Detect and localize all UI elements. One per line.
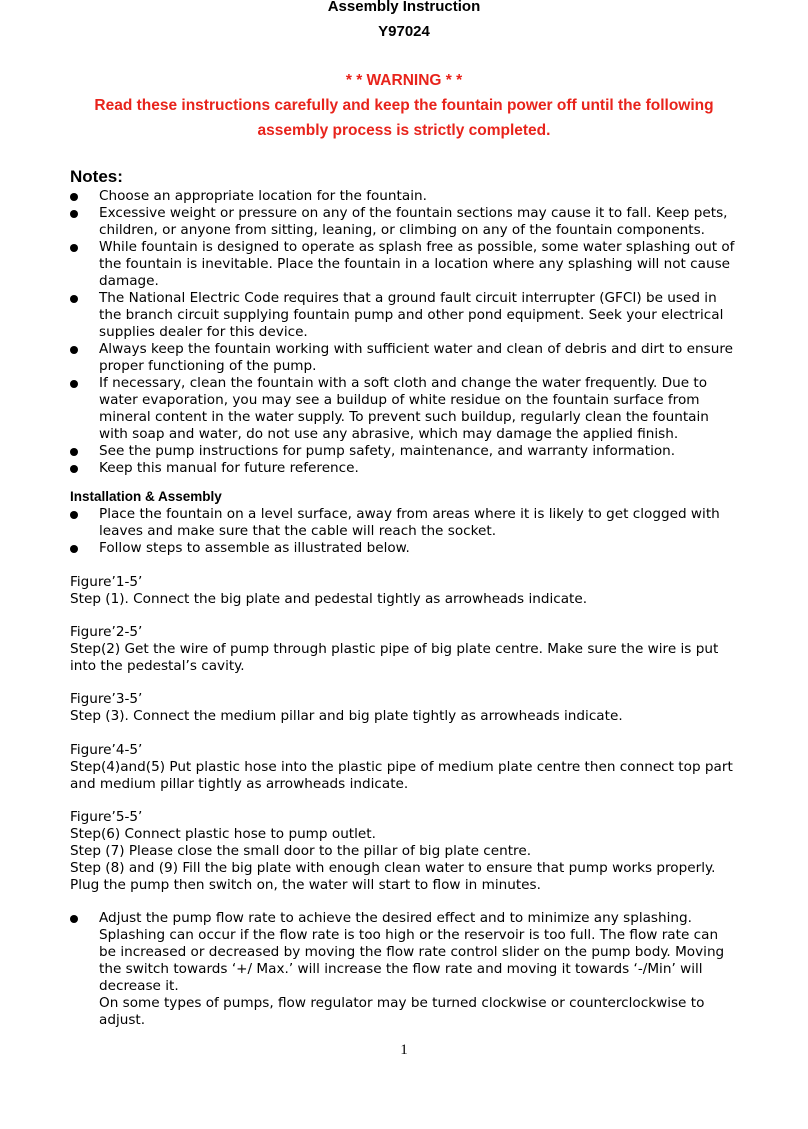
notes-list <box>70 188 738 477</box>
figure-label: Figure’3-5’ <box>70 691 143 707</box>
figure-5-block <box>70 809 738 894</box>
notes-item: See the pump instructions for pump safety, maintenance, and warranty information. <box>70 443 738 460</box>
installation-heading: Installation & Assembly <box>70 489 222 504</box>
bullet-icon <box>70 346 78 354</box>
bullet-icon <box>70 210 78 218</box>
notes-heading: Notes: <box>70 167 123 186</box>
figure-2-block <box>70 624 738 675</box>
step-text: Step(2) Get the wire of pump through plastic pipe of big plate centre. Make sure the wire is put into the pedestal’s cavity. <box>70 641 719 674</box>
figure-4-block <box>70 742 738 793</box>
step-text: Step (8) and (9) Fill the big plate with enough clean water to ensure that pump works properly. Plug the pump then switch on, the water will start to flow in minutes. <box>70 860 716 893</box>
step-text: Step (1). Connect the big plate and pedestal tightly as arrowheads indicate. <box>70 591 588 607</box>
figure-3-block <box>70 691 738 725</box>
notes-item: Always keep the fountain working with sufficient water and clean of debris and dirt to ensure proper functioning of the pump. <box>70 341 738 375</box>
bullet-icon <box>70 295 78 303</box>
notes-item: The National Electric Code requires that a ground fault circuit interrupter (GFCI) be used in the branch circuit supplying fountain pump and other pond equipment. Seek your electrical supplies dealer for this device. <box>70 290 738 341</box>
figure-label: Figure’2-5’ <box>70 624 143 640</box>
installation-list <box>70 506 738 557</box>
step-text: Step(6) Connect plastic hose to pump outlet. <box>70 826 376 842</box>
warning-text-line-1: Read these instructions carefully and keep the fountain power off until the following <box>94 97 714 114</box>
bullet-icon <box>70 511 78 519</box>
installation-item: Follow steps to assemble as illustrated below. <box>70 540 738 557</box>
bullet-icon <box>70 448 78 456</box>
bullet-icon <box>70 915 78 923</box>
document-title: Assembly Instruction <box>327 0 481 15</box>
figure-label: Figure’5-5’ <box>70 809 143 825</box>
flow-extra-text: On some types of pumps, flow regulator may be turned clockwise or counterclockwise to adjust. <box>99 995 705 1028</box>
page-number: 1 <box>400 1042 408 1058</box>
warning-text-line-2: assembly process is strictly completed. <box>257 122 551 139</box>
bullet-icon <box>70 545 78 553</box>
step-text: Step (7) Please close the small door to the pillar of big plate centre. <box>70 843 532 859</box>
bullet-icon <box>70 244 78 252</box>
notes-item: While fountain is designed to operate as splash free as possible, some water splashing out of the fountain is inevitable. Place the fountain in a location where any splashing will not cause damage. <box>70 239 738 290</box>
bullet-icon <box>70 380 78 388</box>
step-text: Step(4)and(5) Put plastic hose into the plastic pipe of medium plate centre then connect top part and medium pillar tightly as arrowheads indicate. <box>70 759 733 792</box>
notes-item: If necessary, clean the fountain with a soft cloth and change the water frequently. Due to water evaporation, you may see a buildup of white residue on the fountain surface from mineral content in the water supply. To prevent such buildup, regularly clean the fountain with soap and water, do not use any abrasive, which may damage the applied finish. <box>70 375 738 443</box>
step-text: Step (3). Connect the medium pillar and big plate tightly as arrowheads indicate. <box>70 708 623 724</box>
figure-1-block <box>70 574 738 608</box>
figure-label: Figure’4-5’ <box>70 742 143 758</box>
bullet-icon <box>70 465 78 473</box>
warning-label: * * WARNING * * <box>345 72 463 89</box>
notes-item: Keep this manual for future reference. <box>70 460 738 477</box>
notes-item: Excessive weight or pressure on any of the fountain sections may cause it to fall. Keep pets, children, or anyone from sitting, leaning, or climbing on any of the fountain components. <box>70 205 738 239</box>
notes-item: Choose an appropriate location for the fountain. <box>70 188 738 205</box>
figure-label: Figure’1-5’ <box>70 574 143 590</box>
bullet-icon <box>70 193 78 201</box>
flow-list <box>70 910 738 1029</box>
model-number: Y97024 <box>378 23 430 40</box>
flow-item: Adjust the pump flow rate to achieve the desired effect and to minimize any splashing. Splashing can occur if the flow rate is too high or the reservoir is too full. The flow rate can be increased or decreased by moving the flow rate control slider on the pump body. Moving the switch towards ‘+/ Max.’ will increase the flow rate and moving it towards ‘-/Min’ will decrease it. On some types of pumps, flow regulator may be turned clockwise or counterclockwise to adjust. <box>70 910 738 1029</box>
installation-item: Place the fountain on a level surface, away from areas where it is likely to get clogged with leaves and make sure that the cable will reach the socket. <box>70 506 738 540</box>
